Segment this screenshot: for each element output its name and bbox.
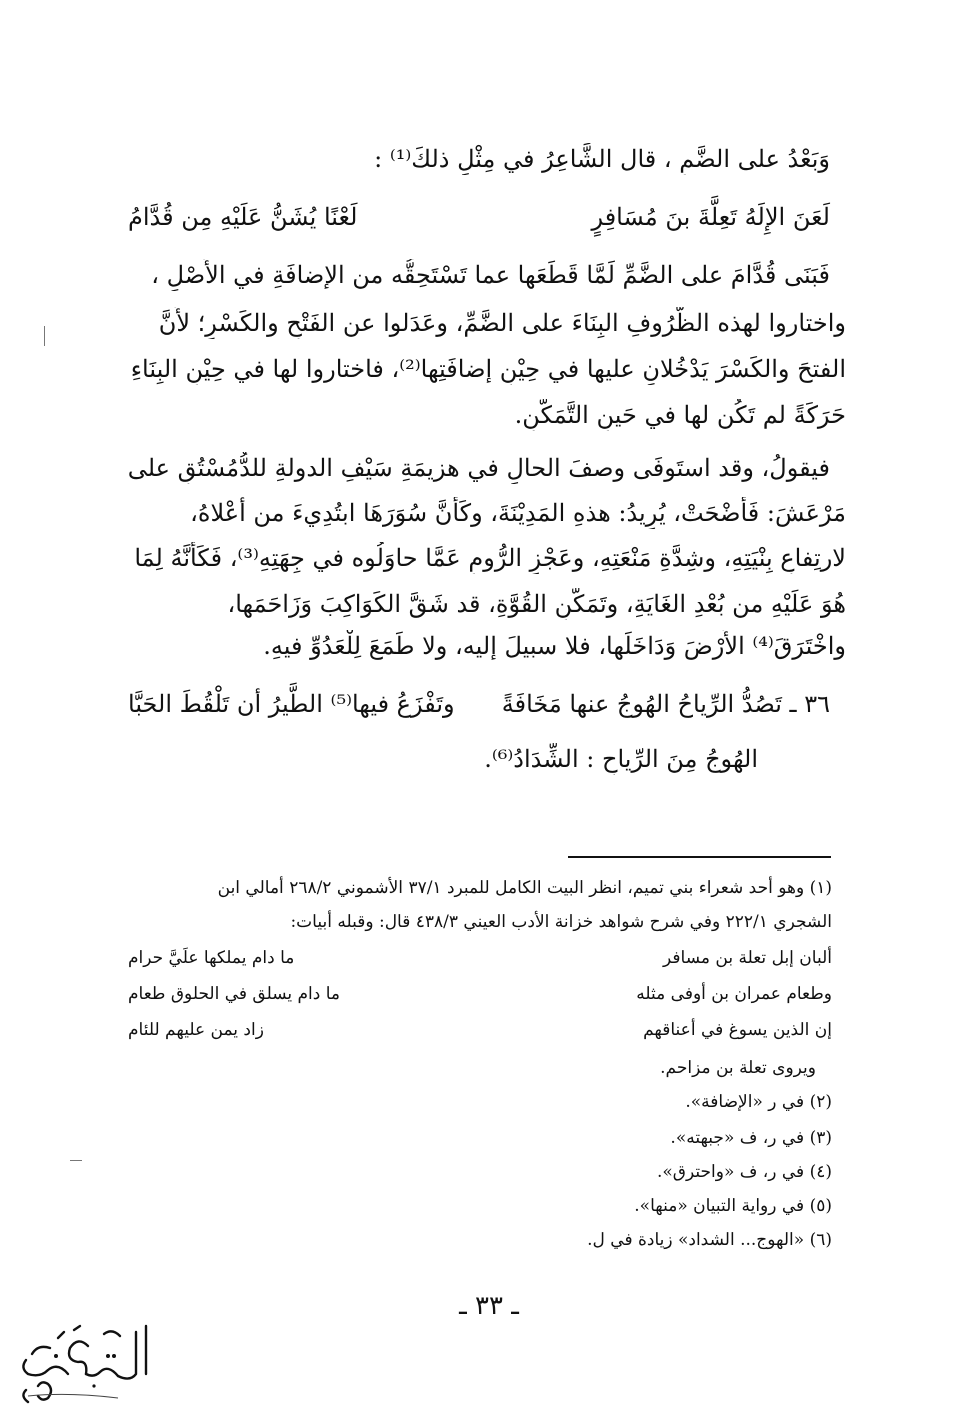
footnote-5: (٥) في رواية التبيان «منها». [634, 1196, 832, 1216]
footnote-verse-3-left: زاد يمن عليهم للئام [128, 1020, 264, 1040]
body-line-1: وَبَعْدُ على الضَّمِ ، قال الشَّاعِرُ في مِثْلِ ذلكَ⁽¹⁾ : [374, 145, 830, 173]
calligraphy-logo [8, 1316, 158, 1408]
footnote-6: (٦) «الهوج... الشداد» زيادة في ل. [587, 1230, 832, 1250]
body-line-5: الفتحَ والكَسْرَ يَدْخُلانِ عليها في حِيْنِ إضافَتِها⁽²⁾، فاختاروا لها في حِيْنِ البِنَاءِ [130, 355, 846, 383]
footnote-1-line-2: الشجري ٢٢٢/١ وفي شرح شواهد خزانة الأدب العيني ٤٣٨/٣ قال: وقبله أبيات: [290, 912, 832, 932]
gloss-line: الهُوجُ مِنَ الرِّياحِ : الشِّدَادُ⁽⁶⁾. [484, 745, 758, 773]
footnote-1-tail: ويروى تعلة بن مزاحم. [660, 1058, 816, 1078]
footnote-3: (٣) في ر، ف «جبهته». [670, 1128, 832, 1148]
verse-1-first-hemistich: لَعَنَ الإِلَهُ تَعِلَّةَ بنَ مُسَافِرٍ [591, 203, 830, 231]
verse-36-second-hemistich: وتَفْزَعُ فيها⁽⁵⁾ الطَّيرُ أن تَلْقُطَ الحَبَّا [128, 690, 455, 718]
scan-mark [70, 1160, 82, 1161]
body-line-4: واختاروا لهذه الظُّرُوفِ البِنَاءَ على الضَّمِّ، وعَدَلوا عن الفَتْحِ والكَسْرِ؛ لأَنَّ [158, 309, 846, 337]
footnote-verse-3-right: إن الذين يسوغ في أعناقهم [643, 1020, 832, 1040]
scan-mark [44, 326, 45, 346]
body-line-10: هُوَ عَلَيْهِ من بُعْدِ الغَايَةِ، وتَمَكُّنِ القُوَّةِ، قد شَقَّ الكَوَاكِبَ وَزَاحَمَها، [227, 590, 846, 618]
footnote-1-line-1: (١) وهو أحد شعراء بني تميم، انظر البيت الكامل للمبرد ٣٧/١ الأشموني ٢٦٨/٢ أمالي ابن [217, 878, 832, 898]
footnote-verse-2-left: ما دام يسلق في الحلوق طعام [128, 984, 341, 1004]
footnote-4: (٤) في ر، ف «واحترق». [657, 1162, 832, 1182]
body-line-7: فيقولُ، وقد استَوفَى وصفَ الحالِ في هزيمَةِ سَيْفِ الدولةِ للدُّمُسْتُقِ على [128, 454, 830, 482]
verse-36-first-hemistich: ٣٦ ـ تَصُدُّ الرِّياحُ الهُوجُ عنها مَخَافَةً [501, 690, 830, 718]
body-line-9: لارتِفاعِ بِنْيَتِهِ، وشِدَّةِ مَنْعَتِهِ، وعَجْزِ الرُّومِ عَمَّا حاوَلُوه في جِهَتِهِ⁽³⁾، فَكَأَنَّهُ لِمَا [134, 544, 846, 572]
footnote-verse-1-left: ما دام يملكها علَيَّ حرام [128, 948, 295, 968]
verse-1-second-hemistich: لَعْنًا يُشَنُّ عَلَيْهِ مِن قُدَّامُ [128, 203, 358, 231]
footnote-rule [568, 856, 831, 858]
page-number: ـ ٣٣ ـ [459, 1291, 519, 1321]
body-line-6: حَرَكَةً لم تَكُن لها في حَينِ التَّمَكُّنِ. [514, 401, 846, 429]
body-line-8: مَرْعَشَ: فَأَضْحَتْ، يُرِيدُ: هذهِ المَدِيْنَةَ، وكَأَنَّ سُوَرَهَا ابتُدِيءَ من أَعْلاهُ، [190, 499, 846, 527]
body-line-11: واخْتَرَقَ⁽⁴⁾ الأَرْضَ وَدَاخَلَها، فلا سبيلَ إليه، ولا طَمَعَ لِلْعَدُوِّ فيهِ. [263, 632, 846, 660]
body-line-3: فَبَنَى قُدَّامَ على الضَّمِّ لَمَّا قَطَعَها عما تَسْتَحِقُّه من الإضافَةِ في الأَصْلِ ، [151, 261, 830, 289]
footnote-2: (٢) في ر «الإضافة». [685, 1092, 832, 1112]
footnote-verse-2-right: وطعام عمران بن أوفى مثله [636, 984, 832, 1004]
footnote-verse-1-right: ألبان إبل تعلة بن مسافر [663, 948, 832, 968]
